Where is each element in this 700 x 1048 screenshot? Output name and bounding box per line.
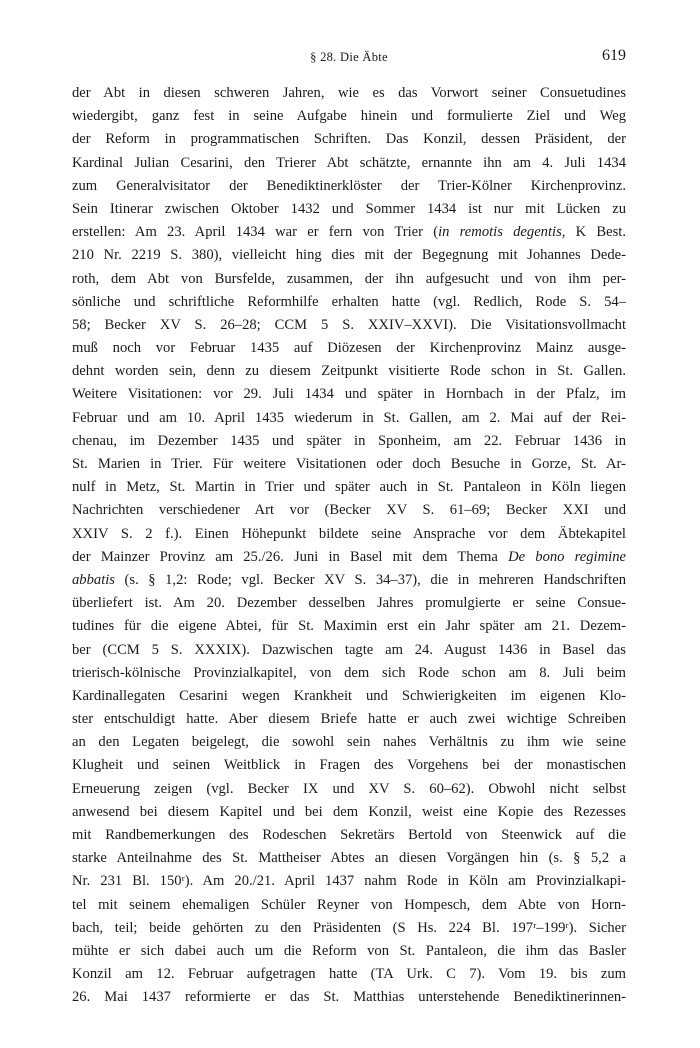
text-line: roth, dem Abt von Bursfelde, zusammen, der ihn aufgesucht und von ihm per-: [72, 270, 626, 287]
italic-text: in remotis degentis,: [438, 224, 566, 241]
running-head: [72, 47, 626, 72]
text-line: zum Generalvisitator der Benediktinerklöster der Trier-Kölner Kirchenprovinz.: [72, 177, 626, 194]
text-line: erstellen: Am 23. April 1434 war er fern von Trier (in remotis degentis, K Best.: [72, 224, 626, 241]
text-line: ber (CCM 5 S. XXXIX). Dazwischen tagte am 24. August 1436 in Basel das: [72, 641, 626, 658]
text-line: Weitere Visitationen: vor 29. Juli 1434 und später in Hornbach in der Pfalz, im: [72, 386, 626, 403]
text-line: tudines für die eigene Abtei, für St. Maximin erst ein Jahr später am 21. Dezem-: [72, 618, 626, 635]
text-line: anwesend bei diesem Kapitel und bei dem Konzil, weist eine Kopie des Rezesses: [72, 803, 626, 820]
text-line: der Abt in diesen schweren Jahren, wie es das Vorwort seiner Consuetudines: [72, 85, 626, 101]
text-line: St. Marien in Trier. Für weitere Visitationen oder doch Besuche in Gorze, St. Ar-: [72, 456, 626, 472]
text-line: nulf in Metz, St. Martin in Trier und später auch in St. Pantaleon in Köln liegen: [72, 479, 626, 496]
text-line: Kardinallegaten Cesarini wegen Krankheit und Schwierigkeiten im eigenen Klo-: [72, 687, 626, 704]
text-line: muß noch vor Februar 1435 auf Diözesen der Kirchenprovinz Mainz ausge-: [72, 340, 626, 357]
text-line: mit Randbemerkungen des Rodeschen Sekretärs Bertold von Steenwick auf die: [72, 827, 626, 843]
text-line: Erneuerung zeigen (vgl. Becker IX und XV S. 60–62). Obwohl nicht selbst: [72, 780, 626, 797]
text-line: Konzil am 12. Februar aufgetragen hatte (TA Urk. C 7). Vom 19. bis zum: [72, 966, 626, 983]
text-line: dehnt worden sein, denn zu diesem Zeitpunkt visitierte Rode schon in St. Gallen.: [72, 363, 626, 380]
text-line: 26. Mai 1437 reformierte er das St. Matthias unterstehende Benediktinerinnen-: [72, 989, 626, 1006]
page-number: 619: [602, 47, 626, 64]
text-line: Kardinal Julian Cesarini, den Trierer Abt schätzte, ernannte ihn am 4. Juli 1434: [72, 154, 626, 171]
text-line: ster entschuldigt hatte. Aber diesem Briefe hatte er auch zwei wichtige Schreiben: [72, 711, 626, 728]
italic-text: abbatis: [72, 571, 115, 588]
text-line: Klugheit und seinen Weitblick in Fragen des Vorgehens bei der monastischen: [72, 757, 626, 774]
text-line: 58; Becker XV S. 26–28; CCM 5 S. XXIV–XXVI). Die Visitationsvollmacht: [72, 316, 626, 333]
text-line: wiedergibt, ganz fest in seine Aufgabe hinein und formulierte Ziel und Weg: [72, 108, 626, 125]
text-line: 210 Nr. 2219 S. 380), vielleicht hing dies mit der Begegnung mit Johannes Dede-: [72, 247, 626, 264]
running-head-title: § 28. Die Äbte: [310, 50, 388, 64]
text-line: abbatis (s. § 1,2: Rode; vgl. Becker XV S. 34–37), die in mehreren Handschriften: [72, 571, 626, 588]
body-text: [72, 82, 626, 1010]
text-line: bach, teil; beide gehörten zu den Präsidenten (S Hs. 224 Bl. 197ʳ–199ʳ). Sicher: [72, 919, 626, 936]
text-line: Sein Itinerar zwischen Oktober 1432 und Sommer 1434 ist nur mit Lücken zu: [72, 200, 626, 217]
text-line: der Mainzer Provinz am 25./26. Juni in Basel mit dem Thema De bono regimine: [72, 548, 626, 565]
italic-text: De bono regimine: [508, 548, 626, 565]
text-line: Februar und am 10. April 1435 wiederum in St. Gallen, am 2. Mai auf der Rei-: [72, 409, 626, 426]
text-line: überliefert ist. Am 20. Dezember desselben Jahres promulgierte er seine Consue-: [72, 595, 626, 612]
text-line: tel mit seinem ehemaligen Schüler Reyner von Hompesch, dem Abte von Horn-: [72, 896, 626, 913]
text-line: an den Legaten beigelegt, die sowohl sein nahes Verhältnis zu ihm wie seine: [72, 734, 626, 751]
text-line: starke Anteilnahme des St. Mattheiser Abtes an diesen Vorgängen hin (s. § 5,2 a: [72, 850, 626, 867]
text-line: XXIV S. 2 f.). Einen Höhepunkt bildete seine Ansprache vor dem Äbtekapitel: [72, 525, 626, 542]
text-line: trierisch-kölnische Provinzialkapitel, von dem sich Rode schon am 8. Juli beim: [72, 664, 626, 681]
text-line: mühte er sich dabei auch um die Reform von St. Pantaleon, die ihm das Basler: [72, 942, 626, 959]
text-line: Nr. 231 Bl. 150ʳ). Am 20./21. April 1437 nahm Rode in Köln am Provinzialkapi-: [72, 873, 626, 890]
text-line: sönliche und schriftliche Reformhilfe erhalten hatte (vgl. Redlich, Rode S. 54–: [72, 293, 626, 310]
text-line: chenau, im Dezember 1435 und später in Sponheim, am 22. Februar 1436 in: [72, 432, 626, 449]
text-line: Nachrichten verschiedener Art vor (Becker XV S. 61–69; Becker XXI und: [72, 502, 626, 519]
text-line: der Reform in programmatischen Schriften. Das Konzil, dessen Präsident, der: [72, 131, 626, 148]
